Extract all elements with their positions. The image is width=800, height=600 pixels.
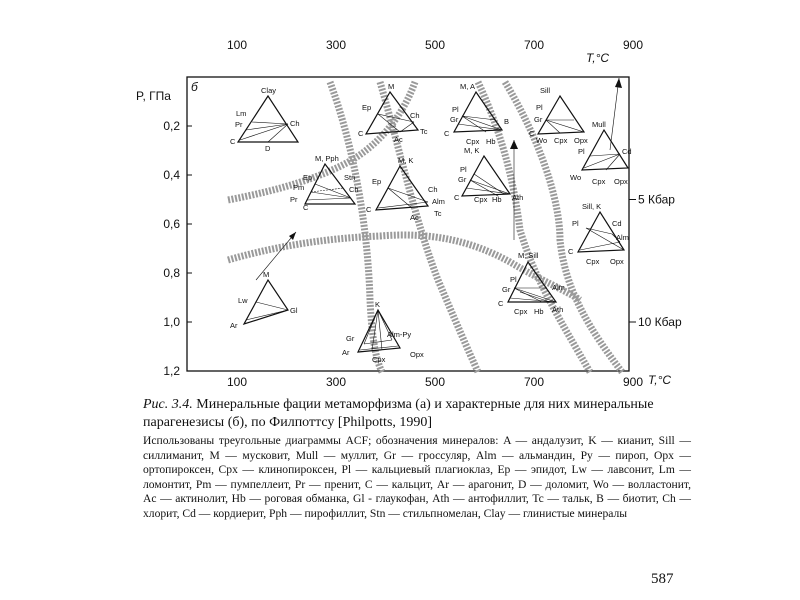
mineral-label: Pl bbox=[572, 219, 579, 228]
tie-line bbox=[246, 310, 288, 320]
x-tick-label-bottom: 300 bbox=[325, 375, 347, 389]
tie-line bbox=[466, 188, 510, 194]
mineral-label: Lw bbox=[238, 296, 248, 305]
boundary-band bbox=[380, 82, 478, 372]
mineral-label: Wo bbox=[570, 173, 582, 182]
tie-line bbox=[364, 310, 378, 344]
mineral-label: Cpx bbox=[474, 195, 488, 204]
x-tick-label-bottom: 100 bbox=[226, 375, 248, 389]
mineral-label: Stn bbox=[344, 173, 356, 182]
mineral-label: Ep bbox=[372, 177, 382, 186]
acf-triangle bbox=[462, 156, 510, 196]
mineral-label: Gr bbox=[346, 334, 355, 343]
tie-line bbox=[520, 292, 550, 302]
mineral-label: Hb bbox=[492, 195, 502, 204]
mineral-label: Cpx bbox=[466, 137, 480, 146]
mineral-label: M bbox=[263, 270, 270, 279]
mineral-label: Pl bbox=[536, 103, 543, 112]
arrow-line bbox=[610, 78, 619, 150]
x-tick-label-top: 900 bbox=[622, 38, 644, 52]
mineral-label: Cpx bbox=[514, 307, 528, 316]
mineral-label: Sill bbox=[540, 86, 551, 95]
mineral-label: Lm bbox=[236, 109, 247, 118]
mineral-label: M bbox=[388, 82, 395, 91]
mineral-label: Ac bbox=[410, 213, 419, 222]
mineral-label: Hb bbox=[486, 137, 496, 146]
mineral-label: Cd bbox=[612, 219, 622, 228]
mineral-label: C bbox=[358, 129, 364, 138]
x-tick-label-bottom: 500 bbox=[424, 375, 446, 389]
mineral-label: Ac bbox=[394, 135, 403, 144]
triangle-t6 bbox=[342, 300, 424, 364]
mineral-label: Ch bbox=[428, 185, 438, 194]
x-tick-label-top: 100 bbox=[226, 38, 248, 52]
boundary-band bbox=[228, 235, 580, 300]
mineral-label: Gr bbox=[534, 115, 543, 124]
y-tick-label: 0,8 bbox=[163, 266, 180, 280]
mineral-label: Pl bbox=[452, 105, 459, 114]
mineral-label: K bbox=[375, 300, 381, 309]
triangle-t11 bbox=[568, 202, 629, 266]
y-tick-label: 0,4 bbox=[163, 168, 180, 182]
mineral-label: Pl bbox=[460, 165, 467, 174]
mineral-label: Ar bbox=[342, 348, 350, 357]
triangle-t1 bbox=[230, 86, 300, 153]
x-axis-label-top: T,°C bbox=[586, 51, 610, 65]
mineral-label: Ep bbox=[362, 103, 372, 112]
mineral-label: Alm-Py bbox=[387, 330, 412, 339]
mineral-label: Cd bbox=[622, 147, 632, 156]
acf-triangle bbox=[238, 96, 298, 142]
mineral-label: Gl bbox=[290, 306, 298, 315]
mineral-label: C bbox=[529, 129, 535, 138]
mineral-label: Opx bbox=[574, 136, 588, 145]
tie-line bbox=[470, 180, 498, 196]
y-tick-label: 1,2 bbox=[163, 364, 180, 378]
mineral-label: Pm bbox=[293, 183, 305, 192]
tie-line bbox=[307, 198, 351, 200]
figure-number: Рис. 3.4. bbox=[143, 397, 193, 412]
panel-label: б bbox=[191, 80, 198, 94]
mineral-label: Ath bbox=[552, 305, 564, 314]
triangle-t9 bbox=[529, 86, 588, 145]
mineral-label: Ch bbox=[290, 119, 300, 128]
x-tick-label-bottom: 900 bbox=[622, 375, 644, 389]
mineral-label: Wo bbox=[536, 136, 548, 145]
mineral-label: Alm bbox=[552, 283, 565, 292]
tie-line bbox=[246, 124, 288, 130]
tie-line bbox=[252, 122, 288, 124]
mineral-label: Sill, K bbox=[582, 202, 602, 211]
x-axis-label-bottom: T,°C bbox=[648, 373, 672, 387]
mineral-label: Cpx bbox=[592, 177, 606, 186]
mineral-label: Opx bbox=[614, 177, 628, 186]
mineral-label: Ch bbox=[410, 111, 420, 120]
boundary-band bbox=[330, 82, 382, 372]
mineral-label: Alm bbox=[432, 197, 445, 206]
mineral-label: Clay bbox=[261, 86, 277, 95]
mineral-label: Ath bbox=[512, 193, 524, 202]
mineral-label: C bbox=[366, 205, 372, 214]
tie-line bbox=[546, 120, 584, 132]
acf-triangle bbox=[538, 96, 584, 134]
pressure-mark-label: 10 Кбар bbox=[638, 315, 682, 329]
pressure-mark-label: 5 Кбар bbox=[638, 192, 675, 207]
mineral-label: Tc bbox=[420, 127, 428, 136]
triangle-t7 bbox=[444, 82, 509, 146]
figure-caption bbox=[143, 395, 691, 431]
mineral-label: D bbox=[265, 144, 271, 153]
figure-title: Минеральные фации метаморфизма (а) и характерные для них минеральные парагенезисы (б), по Филпоттсу [Philpotts, 1990] bbox=[143, 397, 654, 430]
tie-line bbox=[240, 124, 288, 140]
mineral-label: B bbox=[504, 117, 510, 126]
mineral-label: Mull bbox=[592, 120, 606, 129]
mineral-label: Gr bbox=[502, 285, 511, 294]
tie-line bbox=[388, 188, 428, 202]
mineral-label: C bbox=[230, 137, 236, 146]
acf-triangle bbox=[376, 166, 428, 210]
triangle-t3 bbox=[230, 270, 298, 330]
mineral-label: Cpx bbox=[586, 257, 600, 266]
figure-legend: Использованы треугольные диаграммы ACF; обозначения минералов: A — андалузит, K — кианит, Sill — силлиманит, M — мусковит, Mull — муллит, Gr — гроссуляр, Alm — альмандин, Py — пироп, Opx — ортопироксен, Cpx — клинопироксен, Pl — кальциевый плагиоклаз, Ep — эпидот, Lw — лавсонит, Lm — ломонтит, Pm — пумпеллеит, Pr — пренит, C — кальцит, Ar — арагонит, D — доломит, Wo — волластонит, Ac — актинолит, Hb — роговая обманка, Gl - глаукофан, Ath — антофиллит, Tc — тальк, B — биотит, Ch — хлорит, Cd — кордиерит, Pph — пирофиллит, Stn — стильпномелан, Clay — глинистые минералы bbox=[143, 434, 691, 520]
mineral-label: Ar bbox=[230, 321, 238, 330]
triangle-t10 bbox=[570, 120, 632, 186]
mineral-label: C bbox=[568, 247, 574, 256]
mineral-label: Hb bbox=[534, 307, 544, 316]
mineral-label: Opx bbox=[610, 257, 624, 266]
tie-line bbox=[470, 180, 510, 194]
mineral-label: M, Pph bbox=[315, 154, 339, 163]
mineral-label: C bbox=[303, 203, 309, 212]
mineral-label: Ep bbox=[303, 173, 313, 182]
x-tick-label-top: 700 bbox=[523, 38, 545, 52]
mineral-label: M, A bbox=[460, 82, 476, 91]
y-tick-label: 0,6 bbox=[163, 217, 180, 231]
mineral-label: M, K bbox=[464, 146, 480, 155]
mineral-label: Opx bbox=[410, 350, 424, 359]
mineral-label: M, K bbox=[398, 156, 414, 165]
tie-line bbox=[311, 192, 351, 198]
mineral-label: Gr bbox=[450, 115, 459, 124]
x-tick-label-top: 300 bbox=[325, 38, 347, 52]
mineral-label: C bbox=[454, 193, 460, 202]
acf-triangle bbox=[244, 280, 288, 324]
tie-line bbox=[580, 242, 620, 250]
mineral-label: Pl bbox=[578, 147, 585, 156]
y-tick-label: 1,0 bbox=[163, 315, 180, 329]
tie-line bbox=[364, 340, 392, 344]
mineral-label: Pl bbox=[510, 275, 517, 284]
y-tick-label: 0,2 bbox=[163, 119, 180, 133]
mineral-label: C bbox=[444, 129, 450, 138]
mineral-label: Pr bbox=[290, 195, 298, 204]
mineral-label: Cpx bbox=[372, 355, 386, 364]
mineral-label: Cpx bbox=[554, 136, 568, 145]
arrow-head bbox=[615, 78, 622, 88]
mineral-label: Alm bbox=[616, 233, 629, 242]
x-tick-label-bottom: 700 bbox=[523, 375, 545, 389]
mineral-label: M, Sill bbox=[518, 251, 539, 260]
page-number: 587 bbox=[651, 571, 674, 587]
mineral-label: Tc bbox=[434, 209, 442, 218]
arrow-head bbox=[510, 140, 518, 149]
y-axis-label: P, ГПа bbox=[136, 89, 171, 103]
mineral-label: C bbox=[498, 299, 504, 308]
x-tick-label-top: 500 bbox=[424, 38, 446, 52]
tie-line bbox=[606, 154, 620, 170]
mineral-label: Gr bbox=[458, 175, 467, 184]
tie-line bbox=[514, 288, 542, 302]
mineral-label: Pr bbox=[235, 120, 243, 129]
mineral-label: Ch bbox=[349, 185, 359, 194]
arrow-line bbox=[256, 232, 296, 280]
